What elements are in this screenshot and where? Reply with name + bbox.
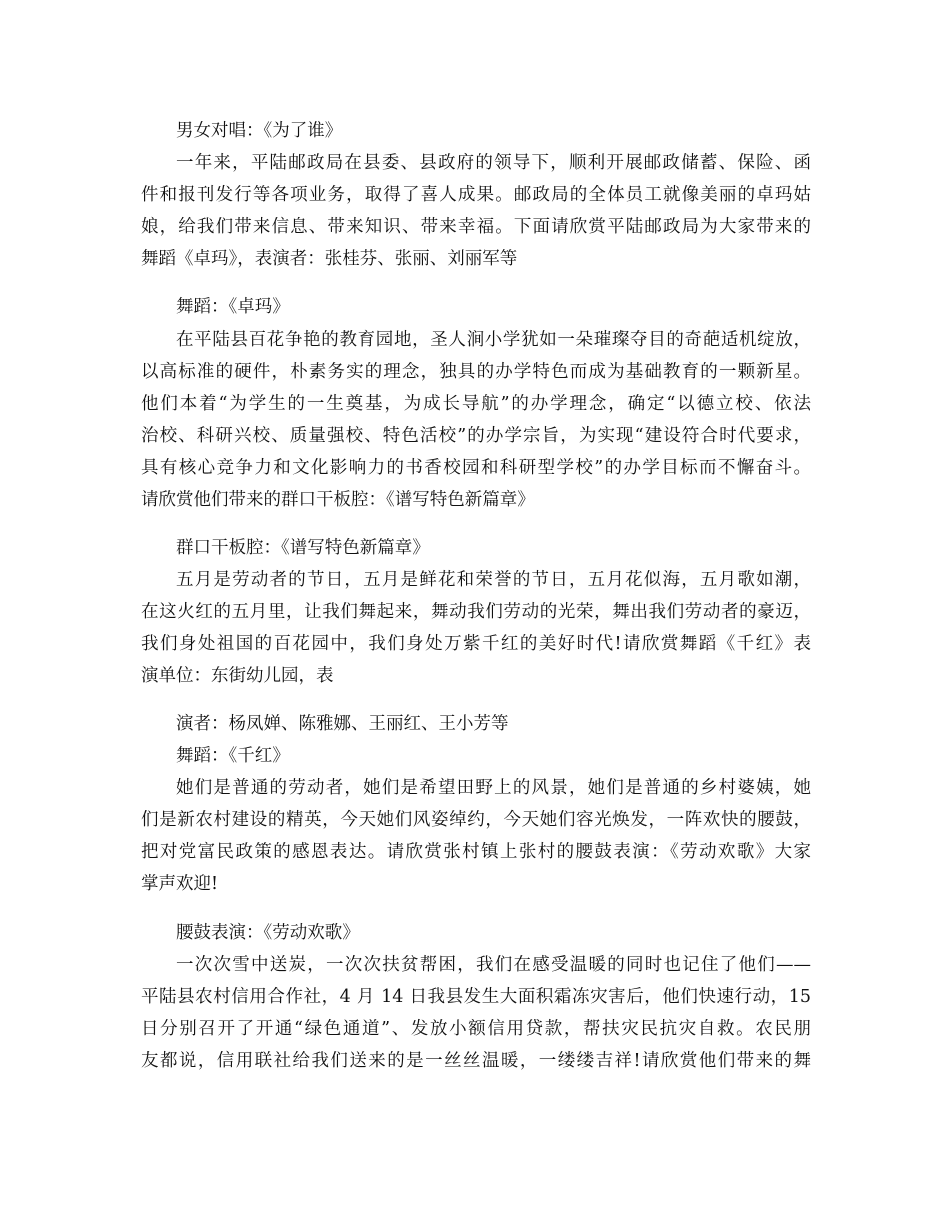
paragraph-school [141, 324, 811, 517]
text-line: 日分别召开了开通“绿色通道”、发放小额信用贷款，帮扶灾民抗灾自救。农民朋 [141, 1019, 811, 1040]
text-line: 以高标准的硬件，朴素务实的理念，独具的办学特色而成为基础教育的一颗新星。 [141, 362, 811, 383]
paragraph-waist-drum-title [141, 917, 811, 949]
text-line: 一次次雪中送炭，一次次扶贫帮困，我们在感受温暖的同时也记住了他们—— [176, 955, 811, 975]
text-line: 演单位：东街幼儿园，表 [141, 666, 334, 687]
text-line: 友都说，信用联社给我们送来的是一丝丝温暖，一缕缕吉祥!请欣赏他们带来的舞 [141, 1051, 811, 1072]
paragraph-performers [141, 708, 811, 740]
text-line: 娘，给我们带来信息、带来知识、带来幸福。下面请欣赏平陆邮政局为大家带来的 [141, 217, 811, 238]
paragraph-workers [141, 772, 811, 900]
text-line: 一年来，平陆邮政局在县委、县政府的领导下，顺利开展邮政储蓄、保险、函 [176, 153, 811, 173]
text-line: 腰鼓表演：《劳动欢歌》 [176, 923, 360, 943]
paragraph-may [141, 564, 811, 692]
text-line: 掌声欢迎! [141, 874, 219, 895]
text-line: 件和报刊发行等各项业务，取得了喜人成果。邮政局的全体员工就像美丽的卓玛姑 [141, 185, 811, 206]
text-line: 男女对唱：《为了谁》 [176, 121, 343, 141]
text-line: 舞蹈《卓玛》，表演者：张桂芬、张丽、刘丽军等 [141, 249, 518, 270]
paragraph-dance-zhuoma [141, 291, 811, 323]
text-line: 请欣赏他们带来的群口干板腔：《谱写特色新篇章》 [141, 490, 535, 511]
text-line: 把对党富民政策的感恩表达。请欣赏张村镇上张村的腰鼓表演：《劳动欢歌》大家 [141, 842, 811, 863]
paragraph-duet-title [141, 115, 811, 147]
text-line: 平陆县农村信用合作社，4 月 14 日我县发生大面积霜冻灾害后，他们快速行动，15 [141, 987, 811, 1008]
paragraph-dance-qianhong [141, 740, 811, 772]
text-line: 在这火红的五月里，让我们舞起来，舞动我们劳动的光荣，舞出我们劳动者的豪迈， [141, 602, 811, 623]
text-line: 在平陆县百花争艳的教育园地，圣人涧小学犹如一朵璀璨夺目的奇葩适机绽放， [176, 330, 811, 350]
text-line: 演者：杨凤婵、陈雅娜、王丽红、王小芳等 [176, 714, 509, 734]
text-line: 她们是普通的劳动者，她们是希望田野上的风景，她们是普通的乡村婆姨，她 [176, 778, 811, 798]
text-line: 群口干板腔：《谱写特色新篇章》 [176, 538, 430, 558]
text-line: 舞蹈：《卓玛》 [176, 297, 290, 317]
text-line: 五月是劳动者的节日，五月是鲜花和荣誉的节日，五月花似海，五月歌如潮， [176, 570, 811, 590]
paragraph-banqiang-title [141, 532, 811, 564]
paragraph-credit-union [141, 949, 811, 1077]
text-line: 具有核心竞争力和文化影响力的书香校园和科研型学校”的办学目标而不懈奋斗。 [141, 458, 811, 479]
text-line: 舞蹈：《千红》 [176, 746, 290, 766]
text-line: 我们身处祖国的百花园中，我们身处万紫千红的美好时代!请欣赏舞蹈《千红》表 [141, 634, 811, 655]
text-line: 治校、科研兴校、质量强校、特色活校”的办学宗旨，为实现“建设符合时代要求， [141, 426, 811, 447]
paragraph-post-office [141, 147, 811, 275]
text-line: 他们本着“为学生的一生奠基，为成长导航”的办学理念，确定“以德立校、依法 [141, 394, 811, 415]
text-line: 们是新农村建设的精英，今天她们风姿绰约，今天她们容光焕发，一阵欢快的腰鼓， [141, 810, 811, 831]
